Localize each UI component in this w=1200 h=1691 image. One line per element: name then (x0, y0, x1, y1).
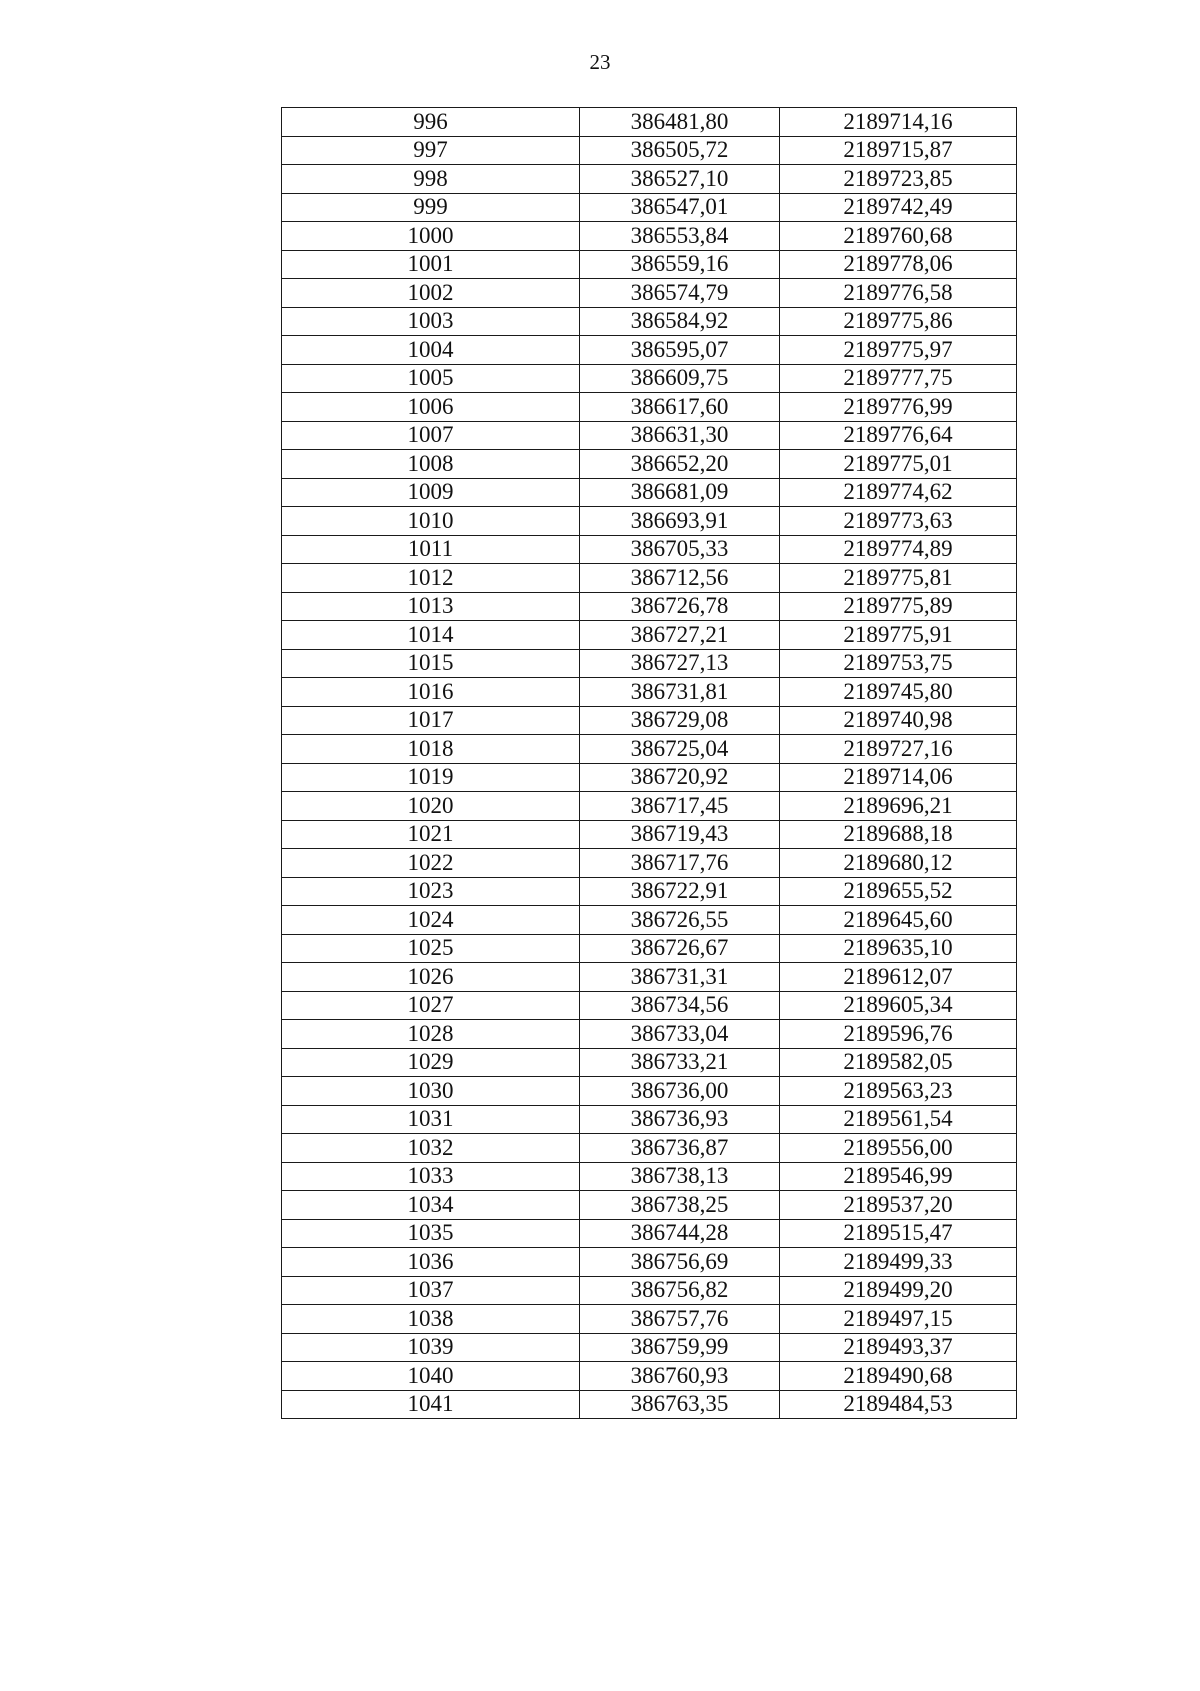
y-coordinate-cell: 2189775,81 (780, 564, 1017, 593)
table-row (282, 421, 1017, 450)
y-coordinate-cell: 2189493,37 (780, 1333, 1017, 1362)
x-coordinate-cell: 386717,45 (580, 792, 780, 821)
x-coordinate-cell: 386727,13 (580, 649, 780, 678)
table-row (282, 678, 1017, 707)
table-row (282, 820, 1017, 849)
table-row (282, 1276, 1017, 1305)
point-number-cell: 1006 (282, 393, 580, 422)
y-coordinate-cell: 2189753,75 (780, 649, 1017, 678)
point-number-cell: 1012 (282, 564, 580, 593)
y-coordinate-cell: 2189596,76 (780, 1020, 1017, 1049)
x-coordinate-cell: 386738,13 (580, 1162, 780, 1191)
x-coordinate-cell: 386757,76 (580, 1305, 780, 1334)
table-row (282, 849, 1017, 878)
point-number-cell: 1000 (282, 222, 580, 251)
x-coordinate-cell: 386729,08 (580, 706, 780, 735)
point-number-cell: 1029 (282, 1048, 580, 1077)
table-row (282, 108, 1017, 137)
y-coordinate-cell: 2189775,86 (780, 307, 1017, 336)
table-row (282, 877, 1017, 906)
table-row (282, 706, 1017, 735)
y-coordinate-cell: 2189740,98 (780, 706, 1017, 735)
table-row (282, 1077, 1017, 1106)
point-number-cell: 1017 (282, 706, 580, 735)
table-row (282, 136, 1017, 165)
x-coordinate-cell: 386736,00 (580, 1077, 780, 1106)
point-number-cell: 1026 (282, 963, 580, 992)
table-row (282, 1162, 1017, 1191)
y-coordinate-cell: 2189515,47 (780, 1219, 1017, 1248)
y-coordinate-cell: 2189776,58 (780, 279, 1017, 308)
y-coordinate-cell: 2189497,15 (780, 1305, 1017, 1334)
y-coordinate-cell: 2189776,99 (780, 393, 1017, 422)
x-coordinate-cell: 386505,72 (580, 136, 780, 165)
table-row (282, 991, 1017, 1020)
y-coordinate-cell: 2189582,05 (780, 1048, 1017, 1077)
point-number-cell: 1023 (282, 877, 580, 906)
x-coordinate-cell: 386731,81 (580, 678, 780, 707)
table-row (282, 1020, 1017, 1049)
point-number-cell: 1014 (282, 621, 580, 650)
x-coordinate-cell: 386731,31 (580, 963, 780, 992)
y-coordinate-cell: 2189605,34 (780, 991, 1017, 1020)
x-coordinate-cell: 386736,93 (580, 1105, 780, 1134)
point-number-cell: 1019 (282, 763, 580, 792)
table-row (282, 763, 1017, 792)
table-row (282, 535, 1017, 564)
coordinates-table (281, 107, 1017, 1419)
table-row (282, 364, 1017, 393)
point-number-cell: 1011 (282, 535, 580, 564)
table-row (282, 1248, 1017, 1277)
point-number-cell: 1021 (282, 820, 580, 849)
x-coordinate-cell: 386736,87 (580, 1134, 780, 1163)
x-coordinate-cell: 386734,56 (580, 991, 780, 1020)
y-coordinate-cell: 2189775,89 (780, 592, 1017, 621)
point-number-cell: 1034 (282, 1191, 580, 1220)
point-number-cell: 1040 (282, 1362, 580, 1391)
point-number-cell: 1038 (282, 1305, 580, 1334)
y-coordinate-cell: 2189775,91 (780, 621, 1017, 650)
table-row (282, 1219, 1017, 1248)
y-coordinate-cell: 2189778,06 (780, 250, 1017, 279)
point-number-cell: 998 (282, 165, 580, 194)
table-row (282, 1305, 1017, 1334)
table-row (282, 222, 1017, 251)
x-coordinate-cell: 386726,78 (580, 592, 780, 621)
point-number-cell: 1041 (282, 1390, 580, 1419)
x-coordinate-cell: 386705,33 (580, 535, 780, 564)
table-row (282, 1134, 1017, 1163)
point-number-cell: 1020 (282, 792, 580, 821)
point-number-cell: 997 (282, 136, 580, 165)
x-coordinate-cell: 386712,56 (580, 564, 780, 593)
point-number-cell: 1003 (282, 307, 580, 336)
point-number-cell: 1015 (282, 649, 580, 678)
table-row (282, 1048, 1017, 1077)
point-number-cell: 1002 (282, 279, 580, 308)
point-number-cell: 1013 (282, 592, 580, 621)
x-coordinate-cell: 386652,20 (580, 450, 780, 479)
x-coordinate-cell: 386759,99 (580, 1333, 780, 1362)
x-coordinate-cell: 386617,60 (580, 393, 780, 422)
table-row (282, 165, 1017, 194)
y-coordinate-cell: 2189546,99 (780, 1162, 1017, 1191)
table-row (282, 792, 1017, 821)
y-coordinate-cell: 2189484,53 (780, 1390, 1017, 1419)
point-number-cell: 1031 (282, 1105, 580, 1134)
y-coordinate-cell: 2189680,12 (780, 849, 1017, 878)
x-coordinate-cell: 386584,92 (580, 307, 780, 336)
point-number-cell: 1001 (282, 250, 580, 279)
y-coordinate-cell: 2189537,20 (780, 1191, 1017, 1220)
y-coordinate-cell: 2189696,21 (780, 792, 1017, 821)
y-coordinate-cell: 2189774,89 (780, 535, 1017, 564)
y-coordinate-cell: 2189777,75 (780, 364, 1017, 393)
point-number-cell: 1009 (282, 478, 580, 507)
table-row (282, 393, 1017, 422)
y-coordinate-cell: 2189563,23 (780, 1077, 1017, 1106)
x-coordinate-cell: 386681,09 (580, 478, 780, 507)
point-number-cell: 996 (282, 108, 580, 137)
table-row (282, 250, 1017, 279)
x-coordinate-cell: 386727,21 (580, 621, 780, 650)
table-row (282, 1362, 1017, 1391)
coordinates-table-body (282, 108, 1017, 1419)
table-row (282, 193, 1017, 222)
y-coordinate-cell: 2189688,18 (780, 820, 1017, 849)
point-number-cell: 1005 (282, 364, 580, 393)
point-number-cell: 1018 (282, 735, 580, 764)
y-coordinate-cell: 2189760,68 (780, 222, 1017, 251)
x-coordinate-cell: 386720,92 (580, 763, 780, 792)
table-row (282, 906, 1017, 935)
table-row (282, 1333, 1017, 1362)
y-coordinate-cell: 2189635,10 (780, 934, 1017, 963)
point-number-cell: 1027 (282, 991, 580, 1020)
point-number-cell: 1016 (282, 678, 580, 707)
x-coordinate-cell: 386725,04 (580, 735, 780, 764)
point-number-cell: 1032 (282, 1134, 580, 1163)
x-coordinate-cell: 386693,91 (580, 507, 780, 536)
x-coordinate-cell: 386738,25 (580, 1191, 780, 1220)
y-coordinate-cell: 2189490,68 (780, 1362, 1017, 1391)
x-coordinate-cell: 386595,07 (580, 336, 780, 365)
y-coordinate-cell: 2189723,85 (780, 165, 1017, 194)
x-coordinate-cell: 386574,79 (580, 279, 780, 308)
y-coordinate-cell: 2189499,20 (780, 1276, 1017, 1305)
x-coordinate-cell: 386717,76 (580, 849, 780, 878)
table-row (282, 478, 1017, 507)
table-row (282, 621, 1017, 650)
table-row (282, 735, 1017, 764)
y-coordinate-cell: 2189645,60 (780, 906, 1017, 935)
point-number-cell: 1022 (282, 849, 580, 878)
y-coordinate-cell: 2189775,97 (780, 336, 1017, 365)
table-row (282, 564, 1017, 593)
point-number-cell: 999 (282, 193, 580, 222)
point-number-cell: 1010 (282, 507, 580, 536)
table-row (282, 934, 1017, 963)
table-row (282, 1191, 1017, 1220)
y-coordinate-cell: 2189499,33 (780, 1248, 1017, 1277)
x-coordinate-cell: 386726,67 (580, 934, 780, 963)
point-number-cell: 1004 (282, 336, 580, 365)
x-coordinate-cell: 386631,30 (580, 421, 780, 450)
x-coordinate-cell: 386547,01 (580, 193, 780, 222)
x-coordinate-cell: 386722,91 (580, 877, 780, 906)
point-number-cell: 1033 (282, 1162, 580, 1191)
y-coordinate-cell: 2189776,64 (780, 421, 1017, 450)
point-number-cell: 1036 (282, 1248, 580, 1277)
x-coordinate-cell: 386609,75 (580, 364, 780, 393)
table-row (282, 649, 1017, 678)
x-coordinate-cell: 386756,69 (580, 1248, 780, 1277)
table-row (282, 336, 1017, 365)
x-coordinate-cell: 386744,28 (580, 1219, 780, 1248)
point-number-cell: 1024 (282, 906, 580, 935)
y-coordinate-cell: 2189745,80 (780, 678, 1017, 707)
y-coordinate-cell: 2189561,54 (780, 1105, 1017, 1134)
table-row (282, 307, 1017, 336)
y-coordinate-cell: 2189714,16 (780, 108, 1017, 137)
y-coordinate-cell: 2189775,01 (780, 450, 1017, 479)
table-row (282, 450, 1017, 479)
x-coordinate-cell: 386763,35 (580, 1390, 780, 1419)
x-coordinate-cell: 386481,80 (580, 108, 780, 137)
point-number-cell: 1030 (282, 1077, 580, 1106)
x-coordinate-cell: 386733,21 (580, 1048, 780, 1077)
y-coordinate-cell: 2189612,07 (780, 963, 1017, 992)
table-row (282, 1105, 1017, 1134)
y-coordinate-cell: 2189773,63 (780, 507, 1017, 536)
table-row (282, 592, 1017, 621)
x-coordinate-cell: 386553,84 (580, 222, 780, 251)
x-coordinate-cell: 386760,93 (580, 1362, 780, 1391)
x-coordinate-cell: 386756,82 (580, 1276, 780, 1305)
page-number: 23 (589, 50, 611, 74)
point-number-cell: 1039 (282, 1333, 580, 1362)
y-coordinate-cell: 2189715,87 (780, 136, 1017, 165)
table-row (282, 963, 1017, 992)
y-coordinate-cell: 2189655,52 (780, 877, 1017, 906)
point-number-cell: 1037 (282, 1276, 580, 1305)
table-row (282, 1390, 1017, 1419)
point-number-cell: 1028 (282, 1020, 580, 1049)
x-coordinate-cell: 386733,04 (580, 1020, 780, 1049)
y-coordinate-cell: 2189742,49 (780, 193, 1017, 222)
y-coordinate-cell: 2189727,16 (780, 735, 1017, 764)
table-row (282, 507, 1017, 536)
point-number-cell: 1025 (282, 934, 580, 963)
x-coordinate-cell: 386726,55 (580, 906, 780, 935)
point-number-cell: 1007 (282, 421, 580, 450)
table-row (282, 279, 1017, 308)
x-coordinate-cell: 386719,43 (580, 820, 780, 849)
point-number-cell: 1035 (282, 1219, 580, 1248)
y-coordinate-cell: 2189556,00 (780, 1134, 1017, 1163)
y-coordinate-cell: 2189714,06 (780, 763, 1017, 792)
point-number-cell: 1008 (282, 450, 580, 479)
x-coordinate-cell: 386527,10 (580, 165, 780, 194)
x-coordinate-cell: 386559,16 (580, 250, 780, 279)
y-coordinate-cell: 2189774,62 (780, 478, 1017, 507)
